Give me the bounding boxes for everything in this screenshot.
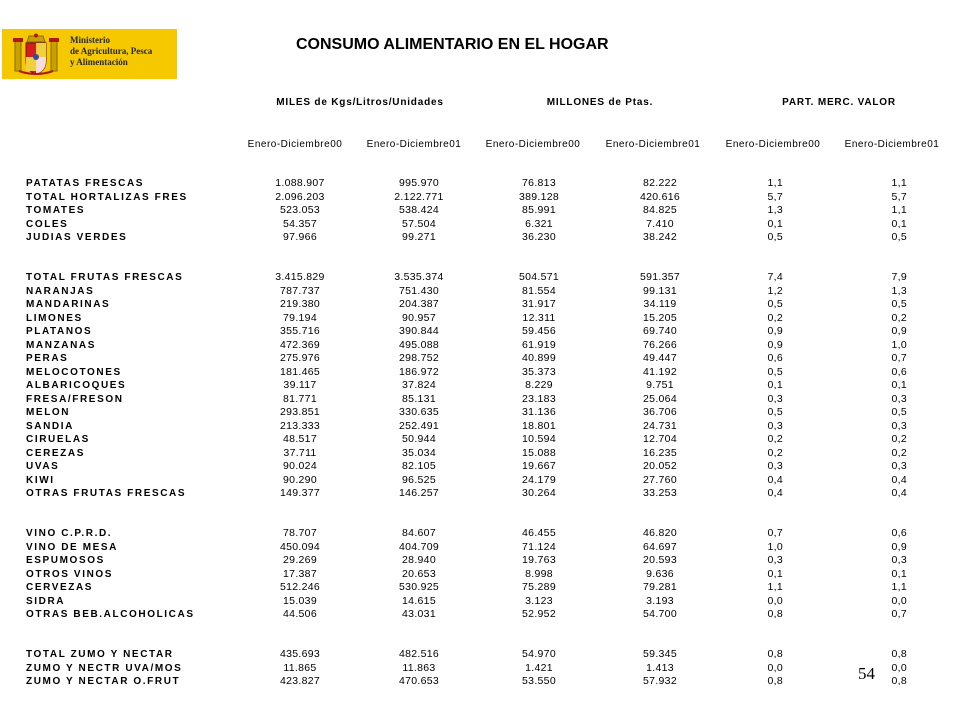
- row-value: 35.034: [402, 446, 436, 459]
- row-value: 787.737: [279, 284, 321, 297]
- row-value: 0,1: [891, 567, 907, 580]
- row-value: 19.667: [522, 460, 556, 472]
- row-value: 423.827: [279, 675, 321, 687]
- row-value: 84.607: [402, 527, 436, 539]
- row-value: 49.447: [643, 352, 677, 364]
- row-value: 404.709: [398, 540, 440, 553]
- row-value: 90.024: [283, 460, 317, 472]
- row-value: 0,9: [767, 325, 783, 337]
- row-value: 7.410: [646, 217, 674, 230]
- logo-line: Ministerio: [70, 35, 110, 45]
- row-value: 34.119: [643, 298, 677, 310]
- row-value: 69.740: [643, 325, 677, 337]
- row-label: MANDARINAS: [26, 299, 111, 310]
- row-value: 0,4: [767, 473, 783, 486]
- row-label: PERAS: [26, 353, 69, 364]
- row-value: 44.506: [283, 608, 317, 620]
- row-value: 7,9: [891, 271, 907, 283]
- row-value: 90.957: [402, 311, 436, 324]
- row-value: 293.851: [279, 406, 321, 418]
- row-label: MELON: [26, 407, 71, 418]
- row-value: 0,8: [767, 648, 783, 660]
- row-value: 482.516: [398, 648, 440, 660]
- row-value: 19.763: [522, 554, 556, 566]
- row-value: 85.991: [522, 204, 556, 216]
- row-value: 99.271: [402, 231, 436, 243]
- row-value: 0,3: [767, 419, 783, 432]
- row-value: 59.456: [522, 325, 556, 337]
- period-header: Enero-Diciembre01: [605, 139, 701, 150]
- row-value: 84.825: [643, 204, 677, 216]
- row-value: 0,3: [767, 460, 783, 472]
- row-value: 330.635: [398, 406, 440, 418]
- row-label: TOMATES: [26, 205, 86, 216]
- row-value: 0,1: [767, 379, 783, 391]
- row-value: 0,5: [891, 406, 907, 418]
- table-row: [0, 433, 960, 446]
- row-value: 1.413: [646, 661, 674, 674]
- row-value: 6.321: [525, 217, 553, 230]
- table-row: [0, 527, 960, 540]
- row-value: 25.064: [643, 392, 677, 405]
- row-value: 0,8: [891, 675, 907, 687]
- row-label: ZUMO Y NECTR UVA/MOS: [26, 662, 183, 674]
- row-value: 11.865: [283, 661, 317, 674]
- row-label: CERVEZAS: [26, 582, 94, 593]
- row-value: 39.117: [283, 379, 317, 391]
- table-row: [0, 191, 960, 204]
- row-value: 17.387: [283, 567, 317, 580]
- row-value: 24.731: [643, 419, 677, 432]
- row-value: 1,0: [891, 338, 907, 351]
- row-label: SANDIA: [26, 420, 74, 432]
- row-value: 0,7: [767, 527, 783, 539]
- row-value: 78.707: [283, 527, 317, 539]
- row-value: 76.266: [643, 338, 677, 351]
- row-value: 0,6: [767, 352, 783, 364]
- row-value: 0,7: [891, 608, 907, 620]
- row-value: 186.972: [398, 365, 440, 378]
- row-value: 0,6: [891, 365, 907, 378]
- row-value: 35.373: [522, 365, 556, 378]
- table-row: [0, 366, 960, 379]
- row-value: 28.940: [402, 554, 436, 566]
- row-value: 0,2: [767, 433, 783, 445]
- row-value: 0,4: [891, 473, 907, 486]
- row-value: 1,1: [767, 177, 783, 189]
- group-header-share: PART. MERC. VALOR: [782, 97, 896, 108]
- table-row: [0, 595, 960, 608]
- row-value: 54.357: [283, 217, 317, 230]
- row-label: CEREZAS: [26, 447, 85, 459]
- row-value: 538.424: [398, 204, 440, 216]
- table-row: [0, 285, 960, 298]
- period-header: Enero-Diciembre00: [725, 139, 821, 150]
- row-value: 82.222: [643, 177, 677, 189]
- row-value: 149.377: [279, 487, 321, 499]
- row-label: CIRUELAS: [26, 434, 90, 445]
- logo-line: y Alimentación: [70, 57, 128, 67]
- row-value: 15.205: [643, 311, 677, 324]
- row-value: 0,0: [891, 661, 907, 674]
- row-label: VINO C.P.R.D.: [26, 528, 113, 539]
- row-value: 0,5: [767, 365, 783, 378]
- row-value: 995.970: [398, 177, 440, 189]
- row-value: 0,3: [891, 554, 907, 566]
- row-value: 41.192: [643, 365, 677, 378]
- row-value: 52.952: [522, 608, 556, 620]
- row-value: 76.813: [522, 177, 556, 189]
- row-value: 0,9: [891, 325, 907, 337]
- row-value: 20.052: [643, 460, 677, 472]
- row-value: 0,9: [767, 338, 783, 351]
- row-value: 1,0: [767, 540, 783, 553]
- row-value: 57.932: [643, 675, 677, 687]
- row-value: 389.128: [518, 190, 560, 203]
- period-header: Enero-Diciembre01: [844, 139, 940, 150]
- row-label: MANZANAS: [26, 339, 97, 351]
- row-value: 0,5: [767, 231, 783, 243]
- table-row: [0, 420, 960, 433]
- row-value: 512.246: [279, 581, 321, 593]
- row-value: 96.525: [402, 473, 436, 486]
- row-value: 530.925: [398, 581, 440, 593]
- table-row: [0, 541, 960, 554]
- page-title: CONSUMO ALIMENTARIO EN EL HOGAR: [296, 36, 609, 53]
- period-header: Enero-Diciembre01: [366, 139, 462, 150]
- row-value: 470.653: [398, 675, 440, 687]
- row-value: 81.771: [283, 392, 317, 405]
- logo-line: de Agricultura, Pesca: [70, 46, 153, 56]
- row-value: 97.966: [283, 231, 317, 243]
- table-row: [0, 218, 960, 231]
- row-value: 79.194: [283, 311, 317, 324]
- row-label: NARANJAS: [26, 285, 95, 297]
- row-label: KIWI: [26, 474, 55, 486]
- row-label: ALBARICOQUES: [26, 380, 127, 391]
- table-row: [0, 474, 960, 487]
- row-value: 7,4: [767, 271, 783, 283]
- row-value: 504.571: [518, 271, 560, 283]
- row-value: 1,1: [891, 581, 907, 593]
- row-value: 31.917: [522, 298, 556, 310]
- row-value: 90.290: [283, 473, 317, 486]
- table-row: [0, 204, 960, 217]
- row-value: 0,6: [891, 527, 907, 539]
- row-value: 0,7: [891, 352, 907, 364]
- row-value: 61.919: [522, 338, 556, 351]
- row-value: 85.131: [402, 392, 436, 405]
- row-value: 12.704: [643, 433, 677, 445]
- row-value: 57.504: [402, 217, 436, 230]
- row-value: 204.387: [398, 298, 440, 310]
- row-value: 0,4: [891, 487, 907, 499]
- row-value: 219.380: [279, 298, 321, 310]
- row-label: JUDIAS VERDES: [26, 232, 128, 243]
- row-value: 27.760: [643, 473, 677, 486]
- period-header: Enero-Diciembre00: [485, 139, 581, 150]
- row-value: 0,3: [767, 392, 783, 405]
- row-value: 523.053: [279, 204, 321, 216]
- row-value: 53.550: [522, 675, 556, 687]
- row-label: TOTAL FRUTAS FRESCAS: [26, 272, 184, 283]
- row-value: 0,8: [767, 675, 783, 687]
- row-value: 0,2: [767, 446, 783, 459]
- row-value: 0,0: [891, 594, 907, 607]
- row-value: 0,8: [891, 648, 907, 660]
- group-header-value: MILLONES de Ptas.: [546, 97, 654, 108]
- row-value: 33.253: [643, 487, 677, 499]
- row-value: 1,3: [891, 284, 907, 297]
- row-value: 0,5: [767, 298, 783, 310]
- row-label: FRESA/FRESON: [26, 393, 124, 405]
- table-row: [0, 662, 960, 675]
- row-value: 82.105: [402, 460, 436, 472]
- group-header-quantity: MILES de Kgs/Litros/Unidades: [276, 97, 444, 108]
- row-label: OTROS VINOS: [26, 568, 114, 580]
- row-value: 0,5: [767, 406, 783, 418]
- table-row: [0, 271, 960, 284]
- page-number: 54: [858, 664, 875, 683]
- table-row: [0, 339, 960, 352]
- row-value: 71.124: [522, 540, 556, 553]
- row-value: 99.131: [643, 284, 677, 297]
- table-row: [0, 460, 960, 473]
- row-value: 2.122.771: [394, 190, 444, 203]
- row-value: 64.697: [643, 540, 677, 553]
- row-value: 435.693: [279, 648, 321, 660]
- row-value: 40.899: [522, 352, 556, 364]
- row-value: 0,4: [767, 487, 783, 499]
- table-row: [0, 325, 960, 338]
- row-value: 3.123: [525, 594, 553, 607]
- row-value: 3.193: [646, 594, 674, 607]
- table-row: [0, 608, 960, 621]
- row-label: SIDRA: [26, 595, 66, 607]
- table-row: [0, 393, 960, 406]
- row-label: TOTAL ZUMO Y NECTAR: [26, 649, 174, 660]
- row-value: 8.229: [525, 379, 553, 391]
- row-value: 75.289: [522, 581, 556, 593]
- ministry-name: [70, 35, 180, 68]
- row-value: 31.136: [522, 406, 556, 418]
- row-value: 24.179: [522, 473, 556, 486]
- row-value: 54.700: [643, 608, 677, 620]
- row-value: 43.031: [402, 608, 436, 620]
- row-label: ESPUMOSOS: [26, 555, 105, 566]
- table-row: [0, 379, 960, 392]
- row-value: 54.970: [522, 648, 556, 660]
- row-value: 0,5: [891, 298, 907, 310]
- row-value: 11.863: [402, 661, 436, 674]
- row-value: 15.088: [522, 446, 556, 459]
- row-value: 3.415.829: [275, 271, 325, 283]
- row-label: ZUMO Y NECTAR O.FRUT: [26, 676, 181, 687]
- row-value: 181.465: [279, 365, 321, 378]
- row-value: 10.594: [522, 433, 556, 445]
- row-value: 0,2: [891, 446, 907, 459]
- row-value: 0,3: [891, 460, 907, 472]
- row-value: 36.230: [522, 231, 556, 243]
- row-value: 0,3: [891, 419, 907, 432]
- row-value: 0,0: [767, 594, 783, 607]
- row-value: 9.751: [646, 379, 674, 391]
- row-value: 20.653: [402, 567, 436, 580]
- table-row: [0, 352, 960, 365]
- row-value: 472.369: [279, 338, 321, 351]
- row-value: 81.554: [522, 284, 556, 297]
- row-value: 18.801: [522, 419, 556, 432]
- row-value: 0,0: [767, 661, 783, 674]
- table-row: [0, 581, 960, 594]
- table-row: [0, 447, 960, 460]
- row-value: 37.824: [402, 379, 436, 391]
- row-value: 79.281: [643, 581, 677, 593]
- table-row: [0, 298, 960, 311]
- row-value: 12.311: [522, 311, 556, 324]
- row-value: 495.088: [398, 338, 440, 351]
- row-value: 0,2: [767, 311, 783, 324]
- row-value: 1.088.907: [275, 177, 325, 189]
- row-label: PATATAS FRESCAS: [26, 178, 145, 189]
- row-value: 1.421: [525, 661, 553, 674]
- row-value: 450.094: [279, 540, 321, 553]
- row-value: 390.844: [398, 325, 440, 337]
- row-value: 0,8: [767, 608, 783, 620]
- row-value: 591.357: [639, 271, 681, 283]
- row-value: 30.264: [522, 487, 556, 499]
- row-value: 29.269: [283, 554, 317, 566]
- table-row: [0, 312, 960, 325]
- row-label: VINO DE MESA: [26, 541, 118, 553]
- row-value: 1,1: [891, 177, 907, 189]
- ministry-logo: [2, 29, 177, 79]
- row-label: COLES: [26, 218, 69, 230]
- table-row: [0, 568, 960, 581]
- row-value: 1,1: [891, 204, 907, 216]
- row-value: 0,2: [891, 433, 907, 445]
- row-value: 0,9: [891, 540, 907, 553]
- row-value: 5,7: [891, 190, 907, 203]
- row-value: 751.430: [398, 284, 440, 297]
- table-row: [0, 487, 960, 500]
- period-header: Enero-Diciembre00: [247, 139, 343, 150]
- row-value: 59.345: [643, 648, 677, 660]
- row-value: 0,2: [891, 311, 907, 324]
- table-row: [0, 231, 960, 244]
- table-row: [0, 648, 960, 661]
- row-value: 46.455: [522, 527, 556, 539]
- row-label: OTRAS FRUTAS FRESCAS: [26, 488, 187, 499]
- row-value: 15.039: [283, 594, 317, 607]
- table-row: [0, 675, 960, 688]
- row-value: 298.752: [398, 352, 440, 364]
- row-value: 0,1: [891, 379, 907, 391]
- row-label: LIMONES: [26, 312, 83, 324]
- table-row: [0, 406, 960, 419]
- row-value: 8.998: [525, 567, 553, 580]
- row-value: 9.636: [646, 567, 674, 580]
- row-value: 0,1: [767, 217, 783, 230]
- row-value: 0,1: [891, 217, 907, 230]
- row-value: 46.820: [643, 527, 677, 539]
- row-value: 1,1: [767, 581, 783, 593]
- row-value: 2.096.203: [275, 190, 325, 203]
- row-value: 14.615: [402, 594, 436, 607]
- row-label: OTRAS BEB.ALCOHOLICAS: [26, 609, 195, 620]
- row-value: 0,3: [767, 554, 783, 566]
- row-value: 37.711: [283, 446, 317, 459]
- row-value: 275.976: [279, 352, 321, 364]
- row-value: 146.257: [398, 487, 440, 499]
- row-value: 355.716: [279, 325, 321, 337]
- row-value: 1,2: [767, 284, 783, 297]
- table-row: [0, 554, 960, 567]
- row-value: 48.517: [283, 433, 317, 445]
- row-value: 213.333: [279, 419, 321, 432]
- row-value: 420.616: [639, 190, 681, 203]
- row-value: 252.491: [398, 419, 440, 432]
- table-row: [0, 177, 960, 190]
- row-value: 0,1: [767, 567, 783, 580]
- row-value: 50.944: [402, 433, 436, 445]
- row-value: 1,3: [767, 204, 783, 216]
- row-label: MELOCOTONES: [26, 366, 122, 378]
- coat-of-arms-icon: [12, 33, 60, 77]
- row-value: 5,7: [767, 190, 783, 203]
- row-label: PLATANOS: [26, 326, 93, 337]
- row-value: 0,3: [891, 392, 907, 405]
- row-label: TOTAL HORTALIZAS FRES: [26, 191, 188, 203]
- row-value: 23.183: [522, 392, 556, 405]
- row-value: 16.235: [643, 446, 677, 459]
- row-value: 38.242: [643, 231, 677, 243]
- row-label: UVAS: [26, 461, 60, 472]
- row-value: 36.706: [643, 406, 677, 418]
- row-value: 3.535.374: [394, 271, 444, 283]
- row-value: 20.593: [643, 554, 677, 566]
- row-value: 0,5: [891, 231, 907, 243]
